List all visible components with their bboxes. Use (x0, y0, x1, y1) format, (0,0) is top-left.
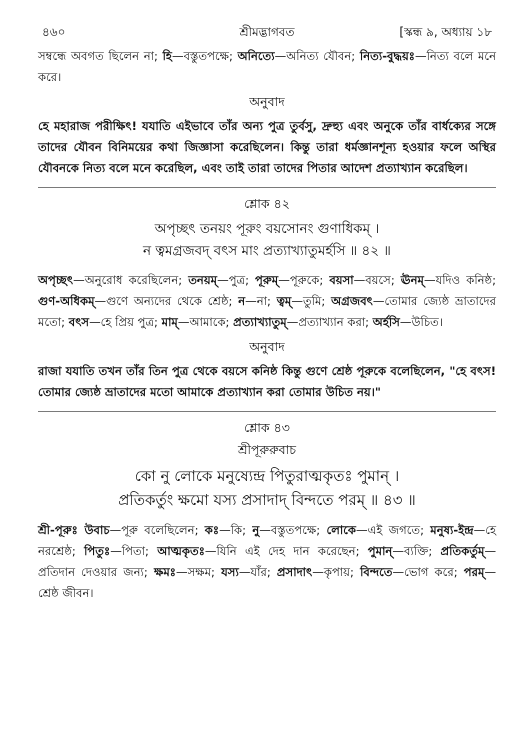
chapter-reference: [স্কন্ধ ৯, অধ্যায় ১৮ (399, 25, 492, 39)
divider (38, 411, 496, 412)
page-number: ৪৬০ (42, 25, 66, 39)
divider (38, 187, 496, 188)
synonyms-verse-42: অপৃচ্ছৎ—অনুরোধ করেছিলেন; তনয়ম্—পুত্র; পূরুম্—পূরুকে; বয়সা—বয়সে; ঊনম্—যদিও কনিষ্ঠ; গুণ-অধিকম্—গুণে অন্যদের থেকে শ্রেষ্ঠ; ন—না; ত্বম্—তুমি; অগ্রজবৎ—তোমার জ্যেষ্ঠ ভ্রাতাদের মতো; বৎস—হে প্রিয় পুত্র; মাম্—আমাকে; প্রত্যাখ্যাতুম্—প্রত্যাখ্যান করা; অর্হসি—উচিত। (38, 273, 497, 329)
verse-43-speaker: শ্রীপূরুরুবাচ (238, 442, 296, 457)
verse-42-line-1: অপৃচ্ছৎ তনয়ং পূরুং বয়সোনং গুণাধিকম্ । (154, 221, 380, 237)
book-title: শ্রীমদ্ভাগবত (239, 25, 295, 39)
verse-43-line-1: কো নু লোকে মনুষ্যেন্দ্র পিতুরাত্মকৃতঃ পুমান্ । (134, 467, 400, 485)
translation-text-1: হে মহারাজ পরীক্ষিৎ! যযাতি এইভাবে তাঁর অন্য পুত্র তুর্বসু, দ্রুহ্যু এবং অনুকে তাঁর বার্ধক্যের সঙ্গে তাদের যৌবন বিনিময়ের কথা জিজ্ঞাসা করেছিলেন। কিন্তু তারা ধর্মজ্ঞানশূন্য হওয়ার ফলে অস্থির যৌবনকে নিত্য বলে মনে করেছিল, এবং তাই তারা তাদের পিতার আদেশ প্রত্যাখ্যান করেছিল। (38, 119, 496, 175)
verse-43-heading: শ্লোক ৪৩ (244, 420, 290, 435)
verse-43-line-2: প্রতিকর্তুং ক্ষমো যস্য প্রসাদাদ্ বিন্দতে পরম্ ॥ ৪৩ ॥ (118, 491, 416, 509)
translation-text-2: রাজা যযাতি তখন তাঁর তিন পুত্র থেকে বয়সে কনিষ্ঠ কিন্তু গুণে শ্রেষ্ঠ পূরুকে বলেছিলেন, "হে বৎস! তোমার জ্যেষ্ঠ ভ্রাতাদের মতো আমাকে প্রত্যাখ্যান করা তোমার উচিত নয়।" (38, 364, 496, 399)
verse-42-heading: শ্লোক ৪২ (244, 196, 290, 211)
page-header (38, 20, 496, 46)
verse-42-line-2: ন ত্বমগ্রজবদ্ বৎস মাং প্রত্যাখ্যাতুমর্হসি ॥ ৪২ ॥ (143, 243, 391, 259)
translation-heading-2: অনুবাদ (249, 339, 285, 354)
translation-heading-1: অনুবাদ (249, 94, 285, 109)
synonyms-continued: সম্বন্ধে অবগত ছিলেন না; হি—বস্তুতপক্ষে; অনিত্যে—অনিত্য যৌবন; নিত্য-বুদ্ধয়ঃ—নিত্য বলে মনে করে। (38, 49, 496, 84)
synonyms-verse-43: শ্রী-পূরুঃ উবাচ—পূরু বলেছিলেন; কঃ—কি; নু—বস্তুতপক্ষে; লোকে—এই জগতে; মনুষ্য-ইন্দ্র—হে নরশ্রেষ্ঠ; পিতুঃ—পিতা; আত্মকৃতঃ—যিনি এই দেহ দান করেছেন; পুমান্—ব্যক্তি; প্রতিকর্তুম্—প্রতিদান দেওয়ার জন্য; ক্ষমঃ—সক্ষম; যস্য—যাঁর; প্রসাদাৎ—কৃপায়; বিন্দতে—ভোগ করে; পরম্—শ্রেষ্ঠ জীবন। (38, 523, 497, 600)
book-page (38, 20, 496, 604)
